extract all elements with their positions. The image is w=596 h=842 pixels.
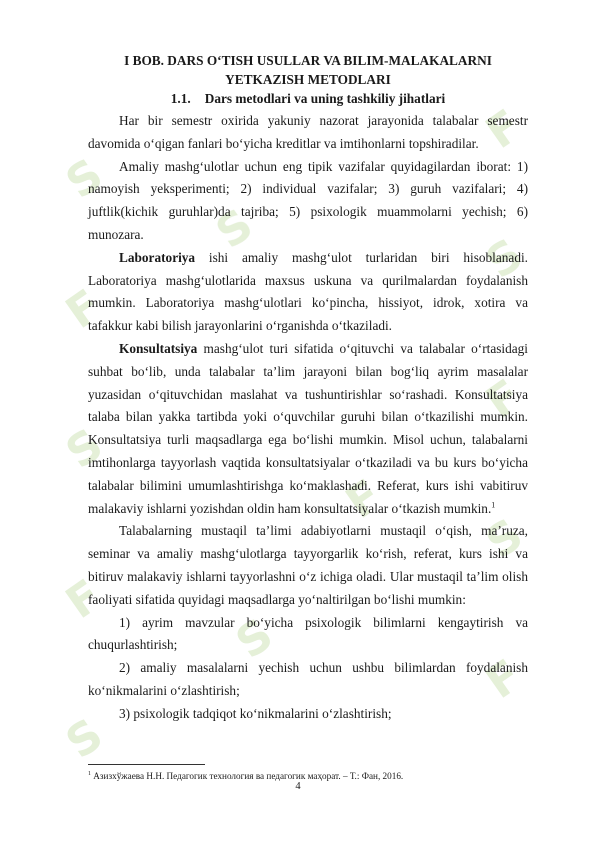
watermark-mark: S — [227, 609, 283, 670]
watermark-mark: F — [57, 279, 111, 340]
watermark-mark: S — [477, 509, 533, 570]
section-heading — [88, 89, 528, 109]
paragraph-konsultatsiya: Konsultatsiya mashg‘ulot turi sifatida o‘qituvchi va talabalar o‘rtasidagi suhbat bo‘lib, unda talabalar ta’lim jarayoni bilan bog‘liq ayrim masalalar yuzasidan o‘qituvchidan maslahat va tushuntirishlar so‘rashadi. Konsultatsiya talaba bilan yakka tartibda yoki o‘quvchilar guruhi bilan o‘tkazilishi mumkin. Konsultatsiya turli maqsadlarga ega bo‘lishi mumkin. Misol uchun, talabalarni imtihonlarga tayyorlash vaqtida konsultatsiyalar o‘tkaziladi va bu kurs bo‘yicha talabalar bilimini umumlashtirishga ko‘maklashadi. Referat, kurs ishi vabitiruv malakaviy ishlarni yozishdan oldin ham konsultatsiyalar o‘tkazish mumkin.$^1$ — [88, 340, 528, 516]
chapter-heading-line-2: YETKAZISH METODLARI — [225, 71, 391, 87]
chapter-heading — [88, 52, 528, 89]
term-konsultatsiya: Konsultatsiya — [119, 340, 198, 356]
watermark-mark: S — [207, 199, 263, 260]
section-title: Dars metodlari va uning tashkiliy jihatlari — [204, 91, 446, 106]
page-content — [88, 52, 528, 726]
section-number: 1.1. — [170, 91, 191, 106]
watermark-mark: S — [57, 419, 113, 480]
watermark-mark: F — [57, 569, 111, 630]
page-number: 4 — [295, 781, 301, 792]
paragraph-amaliy: Amaliy mashg‘ulotlar uchun eng tipik vazifalar quyidagilardan iborat: 1) namoyish yeksperimenti; 2) individual vazifalar; 3) guruh vazifalari; 4) juftlik(kichik guruhlar)da tajriba; 5) psixologik muammolarni yechish; 6) munozara. — [88, 158, 528, 242]
paragraph-laboratoriya: Laboratoriya ishi amaliy mashg‘ulot turlaridan biri hisoblanadi. Laboratoriya mashg‘ulotlarida maxsus uskuna va qurilmalardan foydalanish mumkin. Laboratoriya mashg‘ulotlari ko‘pincha, hissiyot, idrok, xotira va tafakkur kabi bilish jarayonlarini o‘rganishda o‘tkaziladi. — [88, 249, 528, 334]
watermark-mark: S — [477, 229, 533, 290]
footnote-reference[interactable]: 1 — [491, 500, 496, 510]
footnote — [88, 768, 528, 782]
watermark-mark: F — [337, 469, 391, 530]
footnote-divider — [88, 764, 205, 765]
paragraph-semestr: Har bir semestr oxirida yakuniy nazorat jarayonida talabalar semestr davomida o‘qigan fanlari bo‘yicha kreditlar va imtihonlarni topshiradilar. — [88, 113, 528, 151]
term-laboratoriya: Laboratoriya — [119, 249, 196, 265]
chapter-heading-line-1: I BOB. DARS O‘TISH USULLAR VA BILIM-MALAKALARNI — [124, 53, 492, 68]
watermark-mark: S — [57, 709, 113, 770]
list-item-1: 1) ayrim mavzular bo‘yicha psixologik bilimlarni kengaytirish va chuqurlashtirish; — [88, 614, 528, 653]
watermark-mark: F — [477, 99, 531, 160]
paragraph-mustaqil: Talabalarning mustaqil ta’limi adabiyotlarni mustaqil o‘qish, ma’ruza, seminar va amaliy mashg‘ulotlarga tayyorgarlik ko‘rish, referat, kurs ishi va bitiruv malakaviy ishlarni tayyorlashni o‘z ichiga oladi. Ular mustaqil ta’lim olish faoliyati sifatida quyidagi maqsadlarga yo‘naltirilgan bo‘lishi mumkin: — [88, 523, 528, 607]
list-item-3: 3) psixologik tadqiqot ko‘nikmalarini o‘zlashtirish; — [119, 705, 392, 721]
watermark-mark: F — [477, 649, 531, 710]
list-item-2: 2) amaliy masalalarni yechish uchun ushbu bilimlardan foydalanish ko‘nikmalarini o‘zlashtirish; — [88, 660, 528, 698]
watermark-mark: S — [57, 149, 113, 210]
footnote-marker: 1 — [88, 771, 91, 777]
watermark-mark: F — [477, 369, 531, 430]
footnote-text: Азизхўжаева Н.Н. Педагогик технология ва педагогик маҳорат. – Т.: Фан, 2016. — [91, 771, 404, 782]
